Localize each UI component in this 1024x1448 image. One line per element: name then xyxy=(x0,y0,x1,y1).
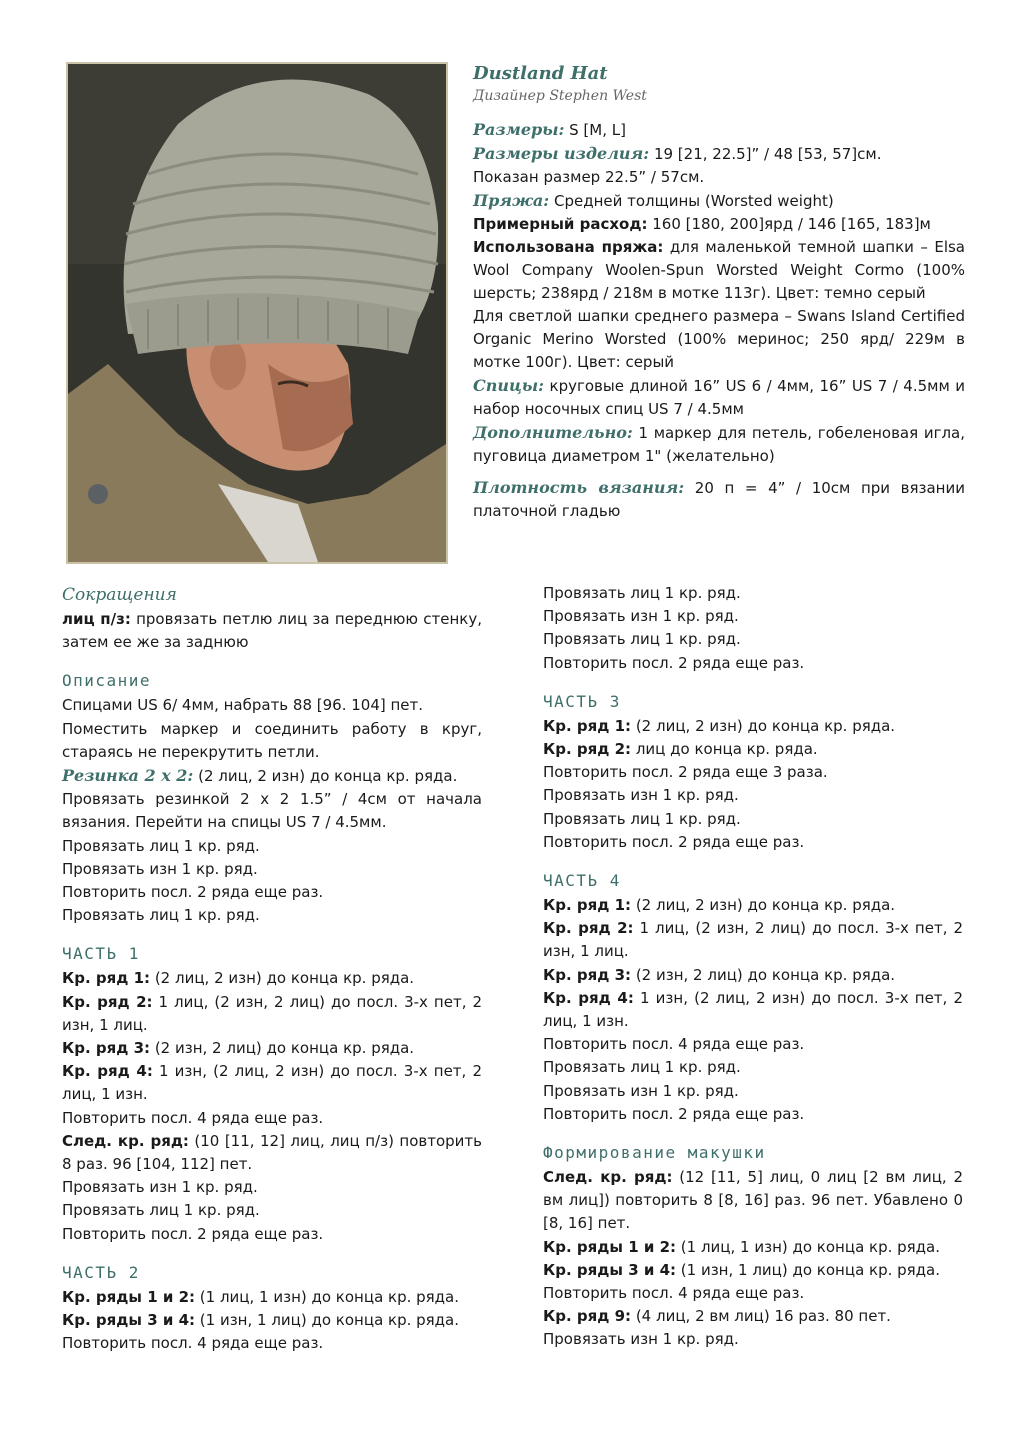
instruction-line: Кр. ряды 3 и 4: (1 изн, 1 лиц) до конца кр. ряда. xyxy=(543,1260,941,1279)
spec-used-yarn-alt: Для светлой шапки среднего размера – Swans Island Certified Organic Merino Worsted (100% меринос; 250 ярд/ 229м в мотке 100г). Цвет: серый xyxy=(473,307,965,371)
instruction-line: Кр. ряд 3: (2 изн, 2 лиц) до конца кр. ряда. xyxy=(543,965,896,984)
section-part3-title: ЧАСТЬ 3 xyxy=(543,691,621,711)
instruction-line: Провязать изн 1 кр. ряд. xyxy=(543,607,739,626)
instruction-line: Провязать лиц 1 кр. ряд. xyxy=(543,1058,741,1077)
instruction-line: Провязать лиц 1 кр. ряд. xyxy=(543,809,741,828)
spec-gauge: Плотность вязания: 20 п = 4” / 10см при вязании платочной гладью xyxy=(473,478,965,520)
instruction-line: След. кр. ряд: (12 [11, 5] лиц, 0 лиц [2 вм лиц, 2 вм лиц]) повторить 8 [8, 16] раз. 96 пет. Убавлено 0 [8, 16] пет. xyxy=(543,1168,963,1233)
section-description-title: Описание xyxy=(62,671,152,691)
instruction-line: Кр. ряд 1: (2 лиц, 2 изн) до конца кр. ряда. xyxy=(62,969,415,988)
section-abbreviations-title: Сокращения xyxy=(62,585,177,605)
spec-yarn: Пряжа: Средней толщины (Worsted weight) xyxy=(473,191,834,210)
section-part2-title: ЧАСТЬ 2 xyxy=(62,1262,140,1282)
spec-needles: Спицы: круговые длиной 16” US 6 / 4мм, 16” US 7 / 4.5мм и набор носочных спиц US 7 / 4.5мм xyxy=(473,376,965,418)
instruction-line: Кр. ряд 2: 1 лиц, (2 изн, 2 лиц) до посл. 3-х пет, 2 изн, 1 лиц. xyxy=(62,992,482,1034)
instruction-line: Кр. ряд 9: (4 лиц, 2 вм лиц) 16 раз. 80 пет. xyxy=(543,1307,891,1326)
abbreviation-entry: лиц п/з: провязать петлю лиц за переднюю стенку, затем ее же за заднюю xyxy=(62,610,482,652)
instruction-line: Провязать лиц 1 кр. ряд. xyxy=(62,836,260,855)
instruction-line: Провязать изн 1 кр. ряд. xyxy=(62,859,258,878)
instruction-line: Кр. ряд 4: 1 изн, (2 лиц, 2 изн) до посл. 3-х пет, 2 лиц, 1 изн. xyxy=(543,988,964,1031)
pattern-header xyxy=(473,62,965,523)
instruction-line: Кр. ряды 1 и 2: (1 лиц, 1 изн) до конца кр. ряда. xyxy=(62,1287,460,1306)
section-part1-title: ЧАСТЬ 1 xyxy=(62,944,140,964)
instructions-right-column xyxy=(543,582,963,1352)
instruction-line: Провязать лиц 1 кр. ряд. xyxy=(62,1201,260,1220)
instruction-line: Провязать изн 1 кр. ряд. xyxy=(543,1081,739,1100)
spec-usage: Примерный расход: 160 [180, 200]ярд / 146 [165, 183]м xyxy=(473,215,931,233)
instruction-line: Провязать изн 1 кр. ряд. xyxy=(62,1178,258,1197)
instruction-line: Повторить посл. 2 ряда еще раз. xyxy=(62,1224,324,1243)
instruction-line: Провязать лиц 1 кр. ряд. xyxy=(62,906,260,925)
instruction-line: Кр. ряды 3 и 4: (1 изн, 1 лиц) до конца кр. ряда. xyxy=(62,1311,460,1330)
instruction-line: Кр. ряды 1 и 2: (1 лиц, 1 изн) до конца кр. ряда. xyxy=(543,1237,941,1256)
hat-photo xyxy=(66,62,448,564)
instruction-line: Провязать изн 1 кр. ряд. xyxy=(543,786,739,805)
instruction-line: Провязать резинкой 2 х 2 1.5” / 4см от начала вязания. Перейти на спицы US 7 / 4.5мм. xyxy=(62,790,482,832)
instruction-line: Повторить посл. 2 ряда еще 3 раза. xyxy=(543,763,828,782)
spec-extra: Дополнительно: 1 маркер для петель, гобеленовая игла, пуговица диаметром 1" (желательно) xyxy=(473,423,965,465)
instruction-line: Провязать лиц 1 кр. ряд. xyxy=(543,630,741,649)
pattern-title: Dustland Hat xyxy=(473,63,608,84)
instruction-line: Спицами US 6/ 4мм, набрать 88 [96. 104] пет. xyxy=(62,696,424,715)
spec-shown-size: Показан размер 22.5” / 57см. xyxy=(473,168,705,186)
instruction-line: Кр. ряд 2: лиц до конца кр. ряда. xyxy=(543,740,818,759)
instruction-line: Кр. ряд 2: 1 лиц, (2 изн, 2 лиц) до посл. 3-х пет, 2 изн, 1 лиц. xyxy=(543,919,963,961)
section-crown-title: Формирование макушки xyxy=(543,1143,766,1163)
instruction-line: Кр. ряд 1: (2 лиц, 2 изн) до конца кр. ряда. xyxy=(543,716,896,735)
instruction-line: Повторить посл. 2 ряда еще раз. xyxy=(62,883,324,902)
instruction-line: Кр. ряд 3: (2 изн, 2 лиц) до конца кр. ряда. xyxy=(62,1039,415,1058)
instruction-line: Повторить посл. 2 ряда еще раз. xyxy=(543,832,805,851)
instruction-line: Повторить посл. 4 ряда еще раз. xyxy=(62,1108,324,1127)
instruction-line: Провязать изн 1 кр. ряд. xyxy=(543,1330,739,1349)
instruction-line: Повторить посл. 4 ряда еще раз. xyxy=(543,1035,805,1054)
instruction-line: Кр. ряд 4: 1 изн, (2 лиц, 2 изн) до посл. 3-х пет, 2 лиц, 1 изн. xyxy=(62,1062,483,1104)
instruction-line: Повторить посл. 4 ряда еще раз. xyxy=(543,1284,805,1303)
instruction-line: Повторить посл. 2 ряда еще раз. xyxy=(543,1104,805,1123)
section-part4-title: ЧАСТЬ 4 xyxy=(543,871,621,891)
rib-instruction: Резинка 2 х 2: (2 лиц, 2 изн) до конца кр. ряда. xyxy=(62,766,458,786)
spec-used-yarn: Использована пряжа: для маленькой темной шапки – Elsa Wool Company Woolen-Spun Worsted Weight Cormo (100% шерсть; 238ярд / 218м в мотке 113г). Цвет: темно серый xyxy=(473,238,965,302)
instruction-line: След. кр. ряд: (10 [11, 12] лиц, лиц п/з) повторить 8 раз. 96 [104, 112] пет. xyxy=(62,1131,482,1174)
spec-dimensions: Размеры изделия: 19 [21, 22.5]” / 48 [53, 57]см. xyxy=(473,144,882,163)
instruction-line: Провязать лиц 1 кр. ряд. xyxy=(543,584,741,602)
instruction-line: Кр. ряд 1: (2 лиц, 2 изн) до конца кр. ряда. xyxy=(543,896,896,915)
spec-sizes: Размеры: S [M, L] xyxy=(473,120,626,139)
instruction-line: Повторить посл. 4 ряда еще раз. xyxy=(62,1334,324,1353)
instruction-line: Повторить посл. 2 ряда еще раз. xyxy=(543,653,805,672)
instructions-left-column xyxy=(62,582,482,1355)
instruction-line: Поместить маркер и соединить работу в круг, стараясь не перекрутить петли. xyxy=(62,719,482,761)
designer-credit: Дизайнер Stephen West xyxy=(473,88,647,104)
